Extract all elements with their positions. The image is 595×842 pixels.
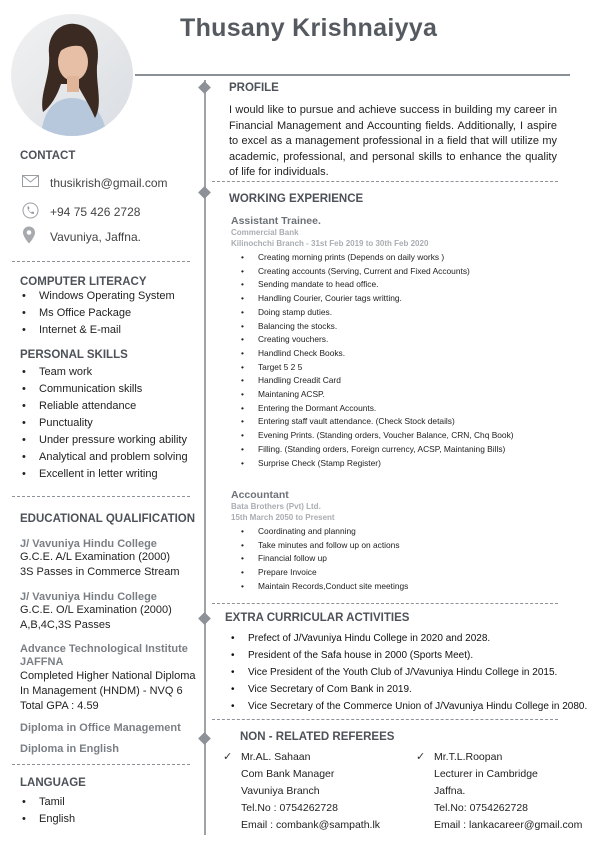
job-entry — [231, 489, 561, 594]
task-item: • Creating morning prints (Depends on daily works ) — [231, 251, 561, 265]
list-item: • President of the Safa house in 2000 (Sports Meet). — [222, 647, 592, 664]
contact-heading: CONTACT — [20, 150, 76, 162]
education-line: 3S Passes in Commerce Stream — [20, 566, 180, 578]
checkmark-icon: ✓ — [416, 751, 426, 763]
list-item: • Analytical and problem solving — [20, 449, 188, 466]
referees-heading: NON - RELATED REFEREES — [240, 731, 395, 743]
job-detail: Kilinochchi Branch - 31st Feb 2019 to 30th Feb 2020 — [231, 239, 429, 248]
education-entry — [20, 538, 200, 580]
envelope-icon — [22, 175, 50, 190]
diploma-item: Diploma in Office Management — [20, 722, 181, 734]
job-title: Accountant — [231, 489, 289, 501]
task-item: • Doing stamp duties. — [231, 306, 561, 320]
job-company: Commercial Bank — [231, 228, 299, 237]
personal-skills-heading: PERSONAL SKILLS — [20, 349, 128, 361]
job-title: Assistant Trainee. — [231, 215, 321, 227]
referee-card — [416, 749, 582, 834]
checkmark-icon: ✓ — [223, 751, 233, 763]
left-divider — [12, 496, 190, 497]
task-item: • Maintaning ACSP. — [231, 388, 561, 402]
referee-email: Email : lankacareer@gmail.com — [434, 819, 583, 831]
education-entry — [20, 643, 202, 714]
list-item: • Communication skills — [20, 381, 188, 398]
referee-name: Mr.AL. Sahaan — [241, 751, 311, 763]
task-item: • Maintain Records,Conduct site meetings — [231, 580, 561, 594]
list-item: • Tamil — [20, 794, 75, 811]
computer-literacy-list — [20, 288, 175, 339]
school-name: Advance Technological Institute JAFFNA — [20, 643, 188, 668]
contact-location-row — [22, 226, 141, 247]
language-heading: LANGUAGE — [20, 777, 86, 789]
timeline-marker — [198, 81, 211, 94]
school-name: J/ Vavuniya Hindu College — [20, 538, 157, 550]
task-item: • Take minutes and follow up on actions — [231, 539, 561, 553]
task-item: • Balancing the stocks. — [231, 320, 561, 334]
referee-card — [223, 749, 380, 834]
personal-skills-list — [20, 364, 188, 483]
referee-tel: Tel.No : 0754262728 — [241, 802, 338, 814]
computer-literacy-heading: COMPUTER LITERACY — [20, 276, 147, 288]
profile-text: I would like to pursue and achieve success in building my career in Financial Management and Accounting fields. Additionally, I aspire to excel as a management professional in a field that will utilize my academic, professional, and personal skills to enhance the quality of life for individuals. — [229, 104, 557, 178]
referee-role: Lecturer in Cambridge — [434, 768, 538, 780]
location-pin-icon — [22, 226, 50, 247]
section-divider — [212, 719, 558, 720]
list-item: • Team work — [20, 364, 188, 381]
section-divider — [212, 603, 558, 604]
phone-icon — [22, 202, 50, 222]
task-item: • Creating accounts (Serving, Current and Fixed Accounts) — [231, 265, 561, 279]
list-item: • Reliable attendance — [20, 398, 188, 415]
education-heading: EDUCATIONAL QUALIFICATION — [20, 513, 196, 525]
task-item: • Entering staff vault attendance. (Check Stock details) — [231, 415, 561, 429]
diploma-item: Diploma in English — [20, 743, 120, 755]
task-list — [231, 525, 561, 594]
task-item: • Handlind Check Books. — [231, 347, 561, 361]
profile-photo — [11, 14, 133, 136]
education-line: G.C.E. A/L Examination (2000) — [20, 551, 170, 563]
task-item: • Evening Prints. (Standing orders, Voucher Balance, CRN, Chq Book) — [231, 429, 561, 443]
list-item: • Vice Secretary of Com Bank in 2019. — [222, 681, 592, 698]
task-item: • Creating vouchers. — [231, 333, 561, 347]
task-list — [231, 251, 561, 470]
timeline-marker — [198, 186, 211, 199]
task-item: • Coordinating and planning — [231, 525, 561, 539]
header-rule — [135, 74, 570, 76]
left-divider — [12, 764, 190, 765]
extra-curricular-list — [222, 630, 592, 715]
contact-email[interactable]: thusikrish@gmail.com — [50, 175, 168, 190]
extra-curricular-heading: EXTRA CURRICULAR ACTIVITIES — [225, 612, 410, 624]
task-item: • Handling Courier, Courier tags writting. — [231, 292, 561, 306]
education-line: A,B,4C,3S Passes — [20, 619, 111, 631]
list-item: • Punctuality — [20, 415, 188, 432]
contact-location: Vavuniya, Jaffna. — [50, 229, 141, 244]
section-divider — [212, 181, 558, 182]
task-item: • Handling Creadit Card — [231, 374, 561, 388]
task-item: • Financial follow up — [231, 552, 561, 566]
list-item: • English — [20, 811, 75, 828]
referee-place: Vavuniya Branch — [241, 785, 320, 797]
task-item: • Target 5 2 5 — [231, 361, 561, 375]
list-item: • Excellent in letter writing — [20, 466, 188, 483]
list-item: • Ms Office Package — [20, 305, 175, 322]
contact-phone-row — [22, 202, 140, 222]
timeline-marker — [198, 612, 211, 625]
list-item: • Vice Secretary of the Commerce Union of J/Vavuniya Hindu College in 2080. — [222, 698, 592, 715]
education-line: Total GPA : 4.59 — [20, 700, 99, 712]
job-company: Bata Brothers (Pvt) Ltd. — [231, 502, 321, 511]
referee-place: Jaffna. — [434, 785, 466, 797]
education-entry — [20, 591, 200, 633]
task-item: • Prepare Invoice — [231, 566, 561, 580]
contact-email-row — [22, 175, 168, 190]
list-item: • Under pressure working ability — [20, 432, 188, 449]
job-entry — [231, 215, 561, 470]
school-name: J/ Vavuniya Hindu College — [20, 591, 157, 603]
list-item: • Prefect of J/Vavuniya Hindu College in 2020 and 2028. — [222, 630, 592, 647]
education-line: Completed Higher National Diploma In Management (HNDM) - NVQ 6 — [20, 670, 196, 697]
list-item: • Internet & E-mail — [20, 322, 175, 339]
referee-name: Mr.T.L.Roopan — [434, 751, 503, 763]
resume-name: Thusany Krishnaiyya — [180, 14, 438, 42]
education-line: G.C.E. O/L Examination (2000) — [20, 604, 172, 616]
task-item: • Filling. (Standing orders, Foreign currency, ACSP, Maintaning Bills) — [231, 443, 561, 457]
referee-role: Com Bank Manager — [241, 768, 335, 780]
timeline-marker — [198, 732, 211, 745]
job-detail: 15th March 2050 to Present — [231, 513, 335, 522]
task-item: • Sending mandate to head office. — [231, 278, 561, 292]
list-item: • Vice President of the Youth Club of J/Vavuniya Hindu College in 2015. — [222, 664, 592, 681]
left-divider — [12, 261, 190, 262]
list-item: • Windows Operating System — [20, 288, 175, 305]
language-list — [20, 794, 75, 828]
contact-phone[interactable]: +94 75 426 2728 — [50, 205, 141, 219]
experience-heading: WORKING EXPERIENCE — [229, 193, 364, 205]
referee-email: Email : combank@sampath.lk — [241, 819, 381, 831]
task-item: • Entering the Dormant Accounts. — [231, 402, 561, 416]
task-item: • Surprise Check (Stamp Register) — [231, 457, 561, 471]
referee-tel: Tel.No: 0754262728 — [434, 802, 528, 814]
profile-heading: PROFILE — [229, 82, 279, 94]
